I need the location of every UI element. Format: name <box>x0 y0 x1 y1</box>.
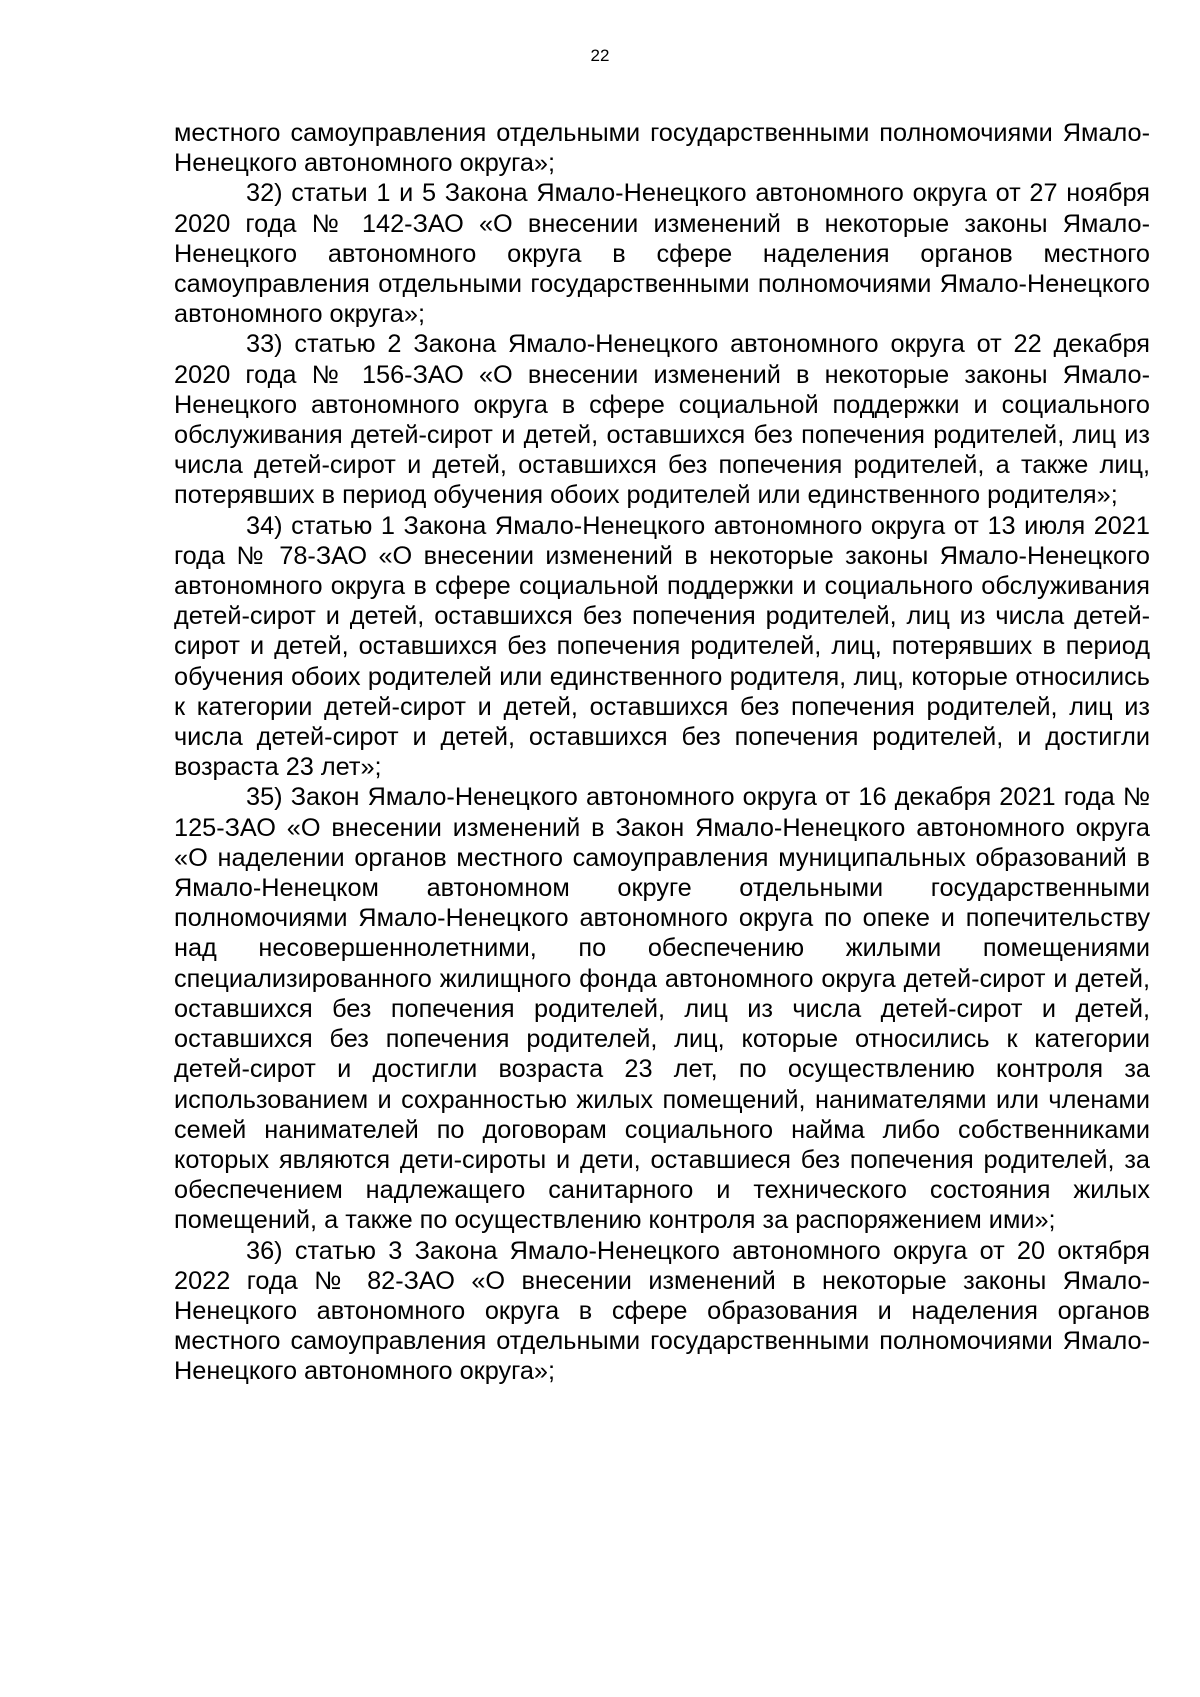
list-item-34: 34) статью 1 Закона Ямало-Ненецкого автономного округа от 13 июля 2021 года № 78-ЗАО «О внесении изменений в некоторые законы Ямало-Ненецкого автономного округа в сфере социальной поддержки и социального обслуживания детей-сирот и детей, оставшихся без попечения родителей, лиц из числа детей-сирот и детей, оставшихся без попечения родителей, лиц, потерявших в период обучения обоих родителей или единственного родителя, лиц, которые относились к категории детей-сирот и детей, оставшихся без попечения родителей, лиц из числа детей-сирот и детей, оставшихся без попечения родителей, и достигли возраста 23 лет»; <box>174 511 1150 782</box>
list-item-33: 33) статью 2 Закона Ямало-Ненецкого автономного округа от 22 декабря 2020 года № 156-ЗАО «О внесении изменений в некоторые законы Ямало-Ненецкого автономного округа в сфере социальной поддержки и социального обслуживания детей-сирот и детей, оставшихся без попечения родителей, лиц из числа детей-сирот и детей, оставшихся без попечения родителей, а также лиц, потерявших в период обучения обоих родителей или единственного родителя»; <box>174 330 1150 510</box>
page-number: 22 <box>590 46 610 65</box>
list-item-36: 36) статью 3 Закона Ямало-Ненецкого автономного округа от 20 октября 2022 года № 82-ЗАО «О внесении изменений в некоторые законы Ямало-Ненецкого автономного округа в сфере образования и наделения органов местного самоуправления отдельными государственными полномочиями Ямало-Ненецкого автономного округа»; <box>174 1236 1150 1386</box>
document-body <box>174 118 1150 1387</box>
list-item-35: 35) Закон Ямало-Ненецкого автономного округа от 16 декабря 2021 года № 125-ЗАО «О внесении изменений в Закон Ямало-Ненецкого автономного округа «О наделении органов местного самоуправления муниципальных образований в Ямало-Ненецком автономном округе отдельными государственными полномочиями Ямало-Ненецкого автономного округа по опеке и попечительству над несовершеннолетними, по обеспечению жилыми помещениями специализированного жилищного фонда автономного округа детей-сирот и детей, оставшихся без попечения родителей, лиц из числа детей-сирот и детей, оставшихся без попечения родителей, лиц, которые относились к категории детей-сирот и достигли возраста 23 лет, по осуществлению контроля за использованием и сохранностью жилых помещений, нанимателями или членами семей нанимателей по договорам социального найма либо собственниками которых являются дети-сироты и дети, оставшиеся без попечения родителей, за обеспечением надлежащего санитарного и технического состояния жилых помещений, а также по осуществлению контроля за распоряжением ими»; <box>174 783 1150 1235</box>
continuation-paragraph: местного самоуправления отдельными государственными полномочиями Ямало-Ненецкого автономного округа»; <box>174 119 1150 178</box>
list-item-32: 32) статьи 1 и 5 Закона Ямало-Ненецкого автономного округа от 27 ноября 2020 года № 142-ЗАО «О внесении изменений в некоторые законы Ямало-Ненецкого автономного округа в сфере наделения органов местного самоуправления отдельными государственными полномочиями Ямало-Ненецкого автономного округа»; <box>174 179 1150 329</box>
